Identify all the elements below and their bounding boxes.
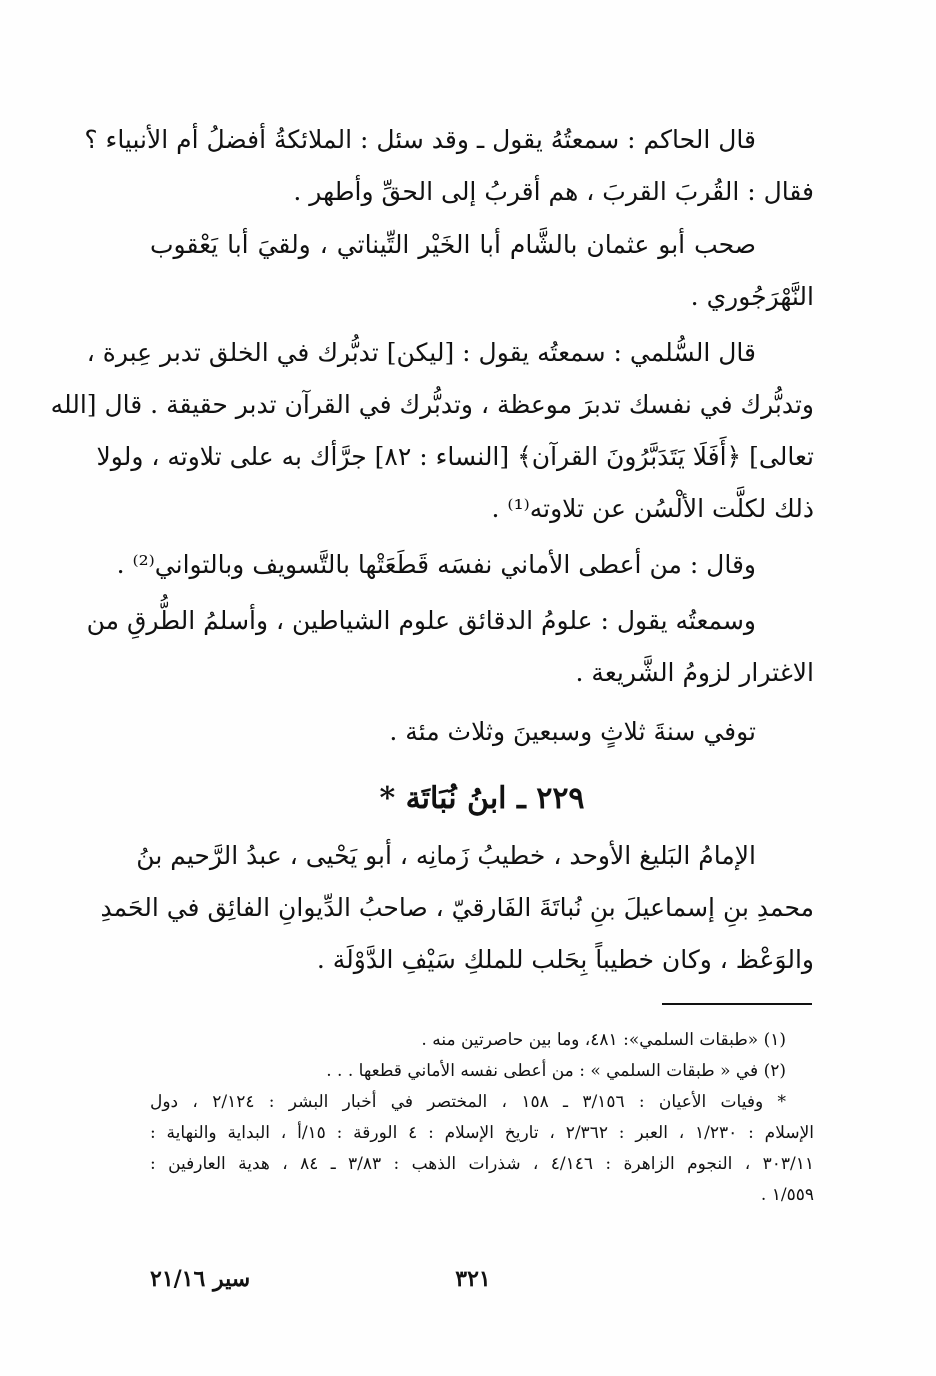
footnotes: [150, 1025, 814, 1211]
footnote-1: (١) «طبقات السلمي»: ٤٨١، وما بين حاصرتين منه .: [421, 1030, 786, 1050]
footnote-2: (٢) في « طبقات السلمي » : من أعطى نفسه الأماني قطعها . . .: [326, 1061, 786, 1081]
text-line: ذلك لكلَّت الألْسُن عن تلاوته⁽¹⁾ .: [491, 494, 814, 523]
text-line: فقال : القُربَ القربَ ، هم أقربُ إلى الحقِّ وأطهر .: [293, 177, 814, 206]
text-line: الاغترار لزومُ الشَّريعة .: [575, 658, 814, 687]
signature-mark: سير ٢١/١٦: [150, 1266, 251, 1292]
text-line: قال الحاكم : سمعتُهُ يقول ـ وقد سئل : الملائكةُ أفضلُ أم الأنبياء ؟: [84, 125, 756, 154]
text-line: وسمعتُه يقول : علومُ الدقائق علوم الشياطين ، وأسلمُ الطُّرقِ من: [86, 606, 756, 635]
paragraph-biography: [100, 830, 814, 986]
paragraph-sulami-quote: [50, 327, 814, 535]
paragraph-wishes-quote: [116, 539, 814, 591]
sources-line: * وفيات الأعيان : ٣/١٥٦ ـ ١٥٨ ، المختصر في أخبار البشر : ٢/١٢٤ ، دول: [150, 1092, 787, 1112]
paragraph-subtleties-quote: [86, 595, 814, 699]
sources-line: ٣٠٣/١١ ، النجوم الزاهرة : ٤/١٤٦ ، شذرات الذهب : ٣/٨٣ ـ ٨٤ ، هدية العارفين :: [150, 1154, 814, 1174]
paragraph-companions: [150, 219, 814, 323]
text-line: تعالى] ﴿أَفَلَا يَتَدَبَّرُونَ القرآن﴾ [النساء : ٨٢] جرَّأك به على تلاوته ، ولولا: [96, 442, 814, 471]
page-number: ٣٢١: [455, 1266, 491, 1292]
section-heading: ٢٢٩ ـ ابنُ نُبَاتَة *: [379, 781, 585, 816]
text-line: توفي سنةَ ثلاثٍ وسبعينَ وثلاث مئة .: [389, 717, 756, 746]
text-line: صحب أبو عثمان بالشَّام أبا الخَيْر التِّيناتي ، ولقيَ أبا يَعْقوب: [150, 230, 756, 259]
text-line: وتدبُّرك في نفسك تدبرَ موعظة ، وتدبُّرك في القرآن تدبر حقيقة . قال [الله: [50, 390, 814, 419]
sources-line: الإسلام : ١/٢٣٠ ، العبر : ٢/٣٦٢ ، تاريخ الإسلام : ٤ الورقة : ١٥/أ ، البداية والنهاية :: [150, 1123, 814, 1143]
text-line: النَّهْرَجُوري .: [690, 282, 814, 311]
paragraph-death-year: [150, 706, 814, 758]
text-line: والوَعْظ ، وكان خطيباً بِحَلب للملكِ سَيْفِ الدَّوْلَة .: [316, 945, 814, 974]
paragraph-hakim-quote: [84, 114, 814, 218]
text-line: قال السُّلمي : سمعتُه يقول : [ليكن] تدبُّرك في الخلق تدبر عِبرة ،: [86, 338, 756, 367]
text-line: محمدِ بنِ إسماعيلَ بنِ نُباتَةَ الفَارقيّ ، صاحبُ الدِّيوانِ الفائِق في الحَمدِ: [100, 893, 814, 922]
sources-line: ١/٥٥٩ .: [760, 1185, 814, 1205]
text-line: وقال : من أعطى الأماني نفسَه قَطَعَتْها بالتَّسويف وبالتواني⁽²⁾ .: [116, 550, 756, 579]
footnote-separator: [662, 1003, 812, 1005]
text-line: الإمامُ البَليغ الأوحد ، خطيبُ زَمانِه ، أبو يَحْيى ، عبدُ الرَّحيم بنُ: [136, 841, 756, 870]
